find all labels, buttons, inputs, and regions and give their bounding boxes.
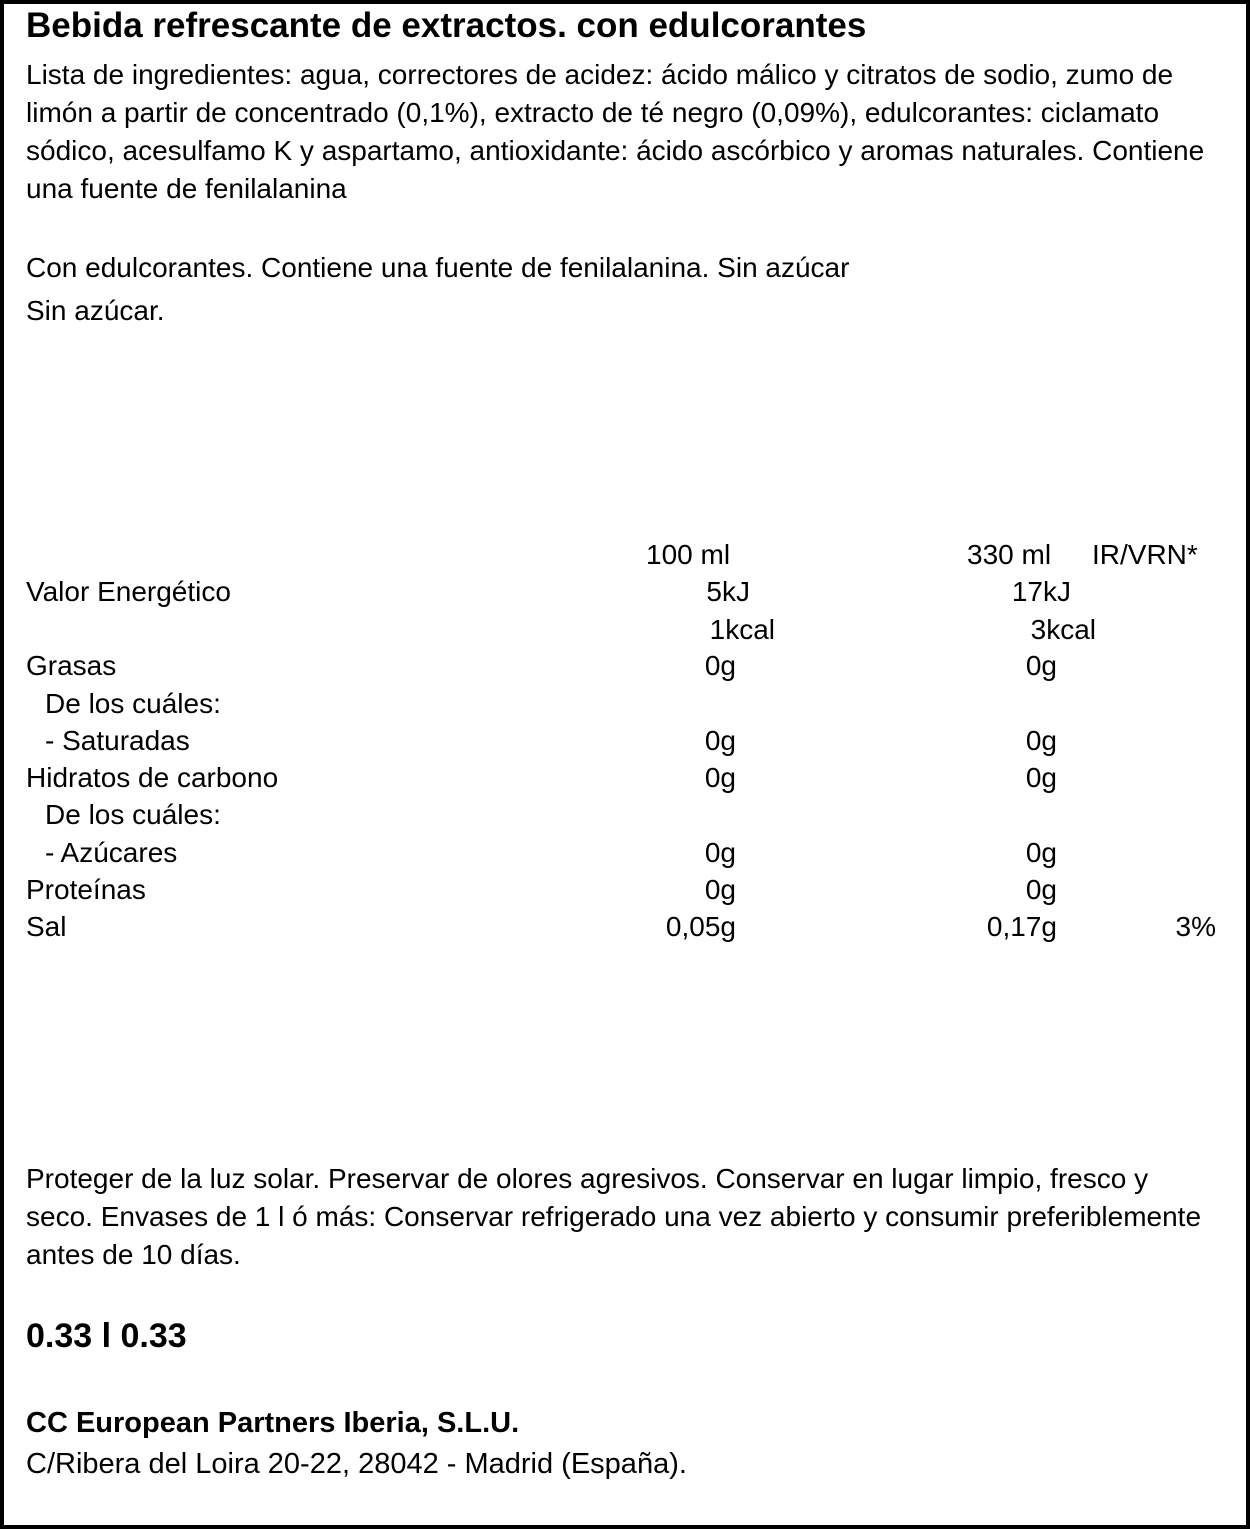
nutrition-header-100ml: 100 ml [646,539,731,570]
nutrition-row-label: Valor Energético [26,576,231,607]
nutrition-row-100ml: 0g [704,762,736,793]
nutrition-row-330ml: 0g [1025,874,1057,905]
nutrition-row-ir: 3% [1175,911,1216,942]
nutrition-row-label: - Saturadas [45,725,190,756]
storage-instructions: Proteger de la luz solar. Preservar de olores agresivos. Conservar en lugar limpio, fresco y seco. Envases de 1 l ó más: Conservar refrigerado una vez abierto y consumir preferiblemente antes de 10 días. [26,1163,1202,1270]
sweetener-notice: Con edulcorantes. Contiene una fuente de fenilalanina. Sin azúcar [26,252,850,283]
nutrition-row-label: De los cuáles: [45,688,221,719]
nutrition-row-330ml: 0g [1025,725,1057,756]
nutrition-row-label: Hidratos de carbono [26,762,279,793]
nutrition-row-100ml: 0g [704,837,736,868]
nutrition-row-label: - Azúcares [45,837,178,868]
nutrition-row-100ml: 0g [704,650,736,681]
product-title: Bebida refrescante de extractos. con edulcorantes [26,6,867,45]
nutrition-header-330ml: 330 ml [967,539,1052,570]
nutrition-row-330ml: 0,17g [986,911,1057,942]
nutrition-row-330ml: 0g [1025,650,1057,681]
nutrition-row-100ml: 0,05g [665,911,736,942]
nutrition-row-330ml: 3kcal [1030,614,1096,645]
nutrition-row-100ml: 0g [704,874,736,905]
nutrition-row-label: Proteínas [26,874,146,905]
company-address: C/Ribera del Loira 20-22, 28042 - Madrid (España). [26,1448,687,1480]
nutrition-row-330ml: 0g [1025,837,1057,868]
nutrition-header-ir: IR/VRN* [1092,539,1198,570]
nutrition-row-label: De los cuáles: [45,799,221,830]
company-name: CC European Partners Iberia, S.L.U. [26,1407,520,1439]
net-volume: 0.33 l 0.33 [26,1317,187,1355]
nutrition-row-label: Sal [26,911,67,942]
nutrition-row-100ml: 5kJ [706,576,750,607]
nutrition-row-330ml: 17kJ [1011,576,1071,607]
nutrition-row-100ml: 0g [704,725,736,756]
nutrition-row-330ml: 0g [1025,762,1057,793]
nutrition-row-label: Grasas [26,650,117,681]
sugar-notice: Sin azúcar. [26,295,165,326]
nutrition-row-100ml: 1kcal [709,614,775,645]
ingredients-list: Lista de ingredientes: agua, correctores de acidez: ácido málico y citratos de sodio, zumo de limón a partir de concentrado (0,1%), extracto de té negro (0,09%), edulcorantes: ciclamato sódico, acesulfamo K y aspartamo, antioxidante: ácido ascórbico y aromas naturales. Contiene una fuente de fenilalanina [26,59,1205,204]
